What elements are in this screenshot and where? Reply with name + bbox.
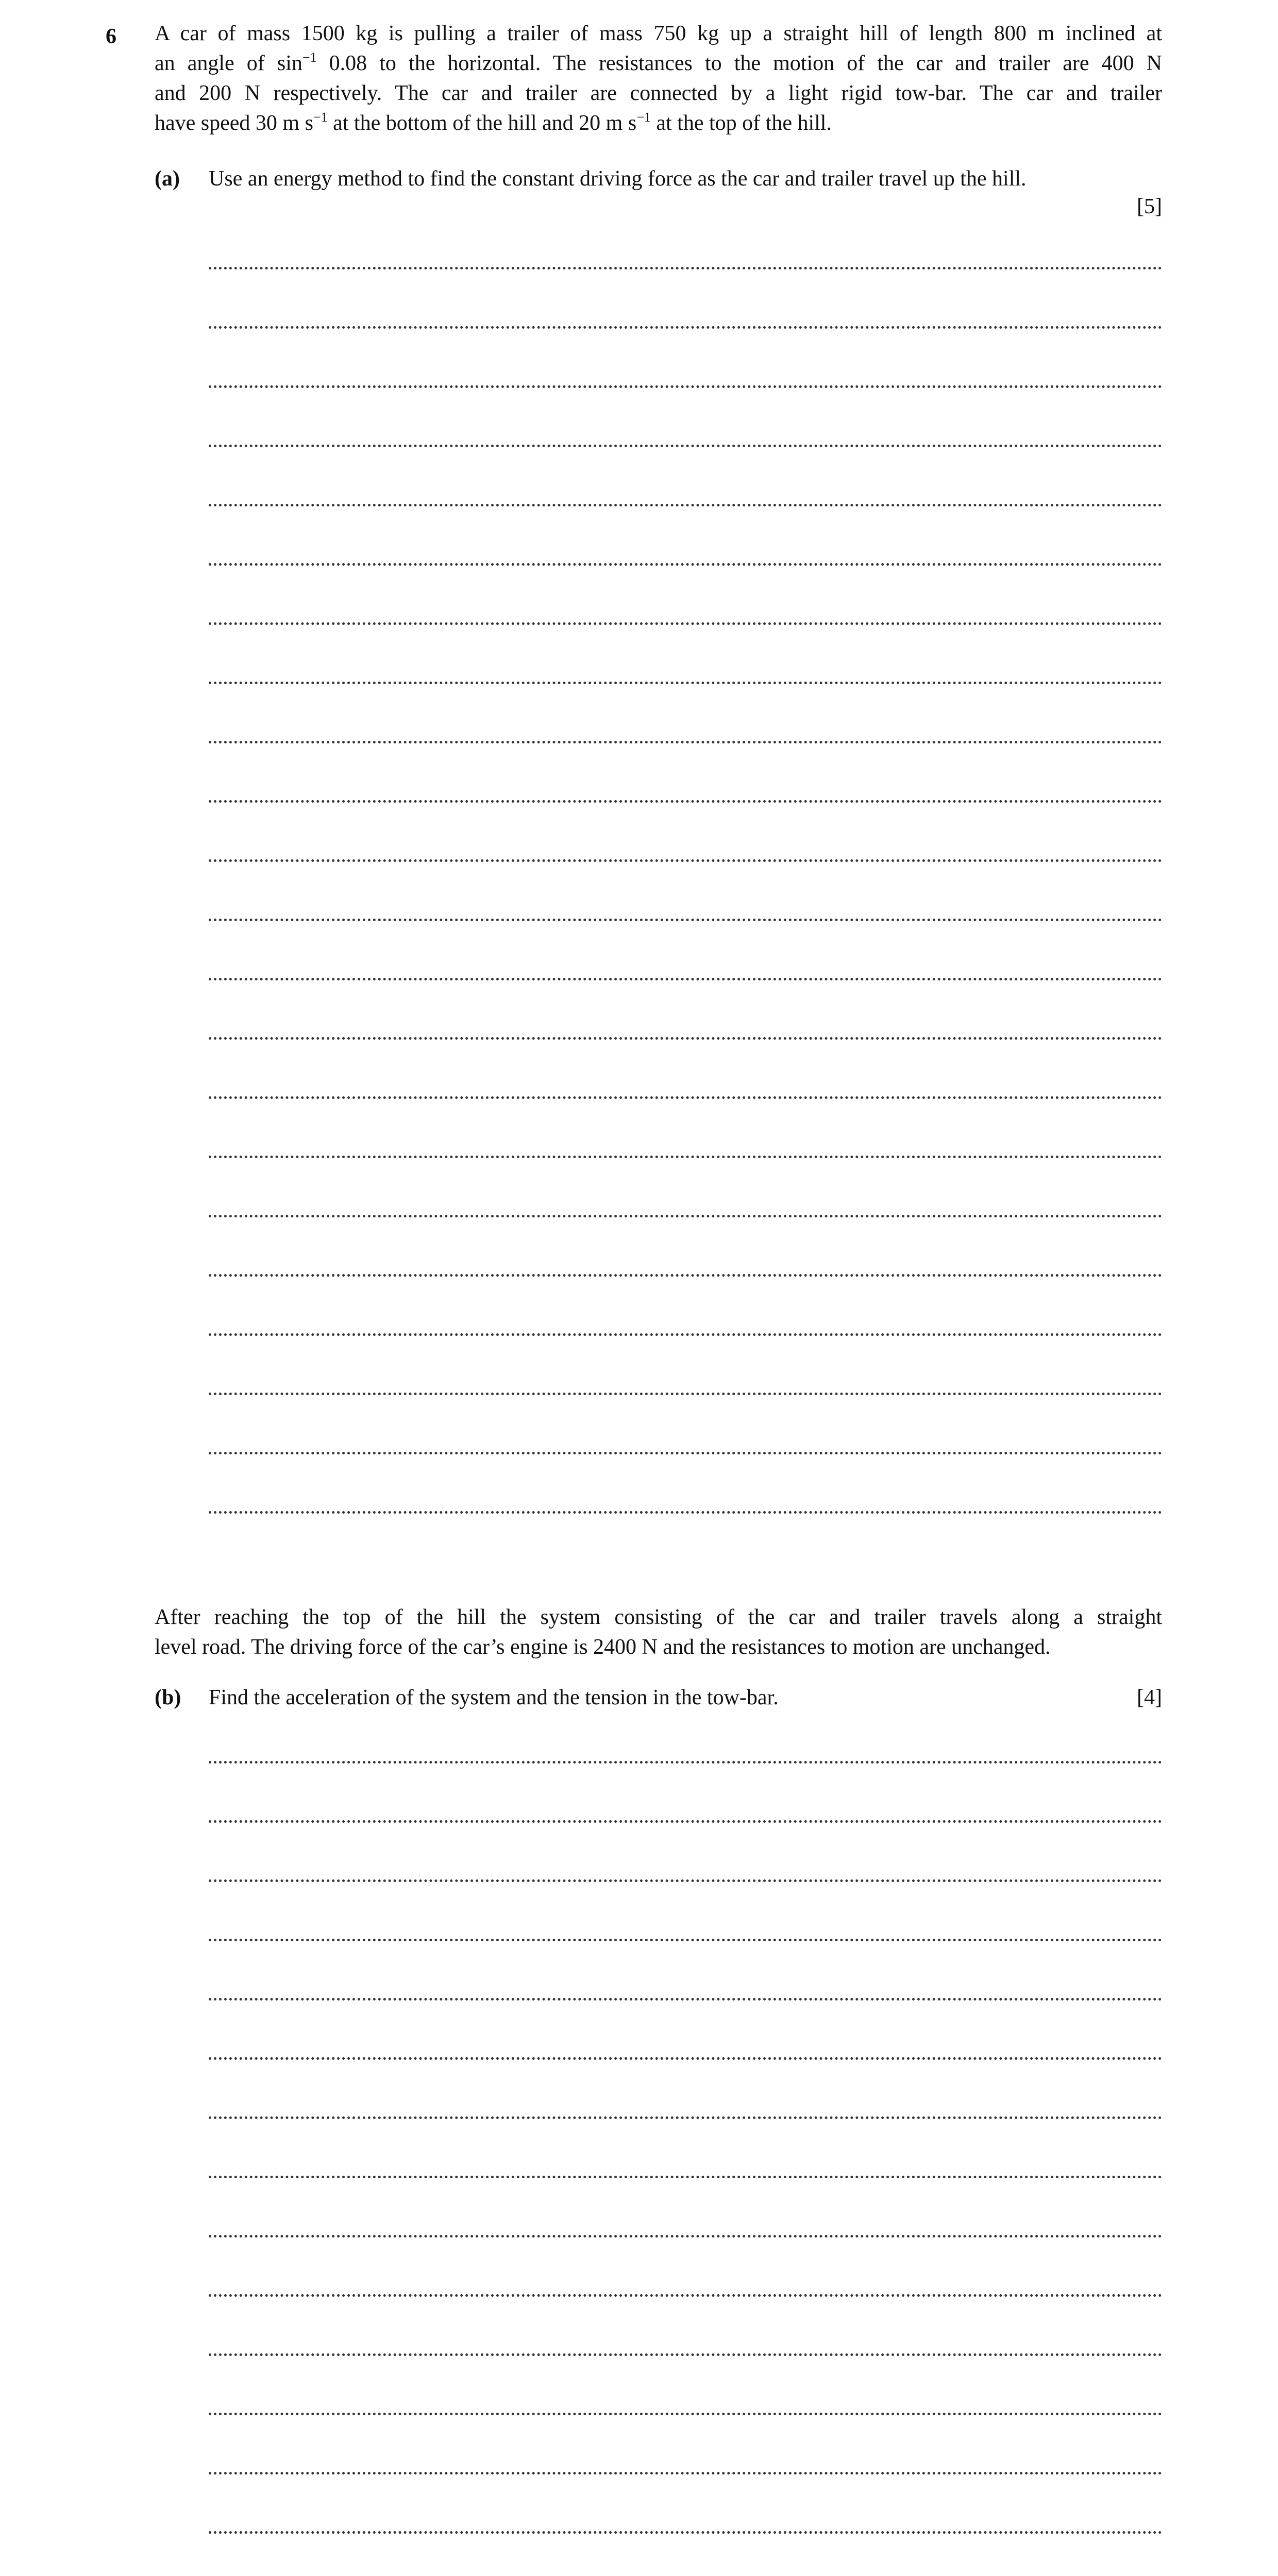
part-a-prompt — [155, 164, 1162, 218]
part-a-answer-line[interactable] — [209, 919, 1162, 921]
part-a-answer-line[interactable] — [209, 978, 1162, 980]
part-a-answer-line[interactable] — [209, 1156, 1162, 1158]
part-b-answer-line[interactable] — [209, 2116, 1162, 2119]
stem-line-1: A car of mass 1500 kg is pulling a trailer of mass 750 kg up a straight hill of length 800 m inclined at — [155, 22, 1162, 45]
part-a-answer-line[interactable] — [209, 1215, 1162, 1217]
part-a-answer-line[interactable] — [209, 326, 1162, 329]
part-a-answer-line[interactable] — [209, 385, 1162, 388]
part-a-answer-line[interactable] — [209, 859, 1162, 862]
part-a-answer-line[interactable] — [209, 563, 1162, 566]
part-b-answer-line[interactable] — [209, 2057, 1162, 2060]
part-b-answer-line[interactable] — [209, 2353, 1162, 2356]
part-a-text: Use an energy method to find the constant driving force as the car and trailer travel up the hill. — [209, 167, 1027, 191]
per-second-superscript: −1 — [636, 110, 651, 125]
interlude-text — [155, 1602, 1162, 1662]
part-a-answer-line[interactable] — [209, 1511, 1162, 1514]
stem-line-2: an angle of $\sin^{-1} 0.08$ to the horizontal. The resistances to the motion of the car and trailer are 400 N — [155, 50, 1162, 75]
part-b-text: Find the acceleration of the system and the tension in the tow-bar. — [209, 1686, 779, 1709]
part-b-answer-line[interactable] — [209, 1820, 1162, 1823]
part-a-answer-line[interactable] — [209, 445, 1162, 447]
part-b-answer-line[interactable] — [209, 2235, 1162, 2238]
stem-line-4: have speed 30 m $s^{-1}$ at the bottom of the hill and 20 m $s^{-1}$ at the top of the hill. — [155, 110, 832, 135]
question-number: 6 — [106, 25, 116, 48]
part-b-answer-line[interactable] — [209, 2531, 1162, 2534]
part-a-answer-line[interactable] — [209, 622, 1162, 625]
part-b-answer-line[interactable] — [209, 1939, 1162, 1941]
part-a-answer-line[interactable] — [209, 1096, 1162, 1099]
part-a-answer-line[interactable] — [209, 267, 1162, 269]
part-b-label: (b) — [155, 1686, 181, 1709]
part-b-answer-line[interactable] — [209, 1761, 1162, 1764]
part-a-answer-line[interactable] — [209, 1333, 1162, 1336]
part-a-marks: [5] — [1137, 195, 1162, 218]
part-a-answer-line[interactable] — [209, 1274, 1162, 1277]
inverse-superscript: −1 — [302, 50, 317, 65]
part-a-answer-line[interactable] — [209, 1452, 1162, 1454]
interlude-line-2: level road. The driving force of the car’s engine is 2400 N and the resistances to motion are unchanged. — [155, 1635, 1051, 1659]
part-a-answer-line[interactable] — [209, 1037, 1162, 1040]
part-a-answer-line[interactable] — [209, 504, 1162, 506]
part-b-answer-line[interactable] — [209, 2472, 1162, 2475]
part-a-answer-line[interactable] — [209, 741, 1162, 743]
part-b-marks: [4] — [1137, 1686, 1162, 1709]
part-a-answer-line[interactable] — [209, 1393, 1162, 1395]
part-a-answer-line[interactable] — [209, 682, 1162, 684]
part-b-answer-line[interactable] — [209, 2413, 1162, 2415]
interlude-line-1: After reaching the top of the hill the system consisting of the car and trailer travels along a straight — [155, 1605, 1162, 1629]
part-b-prompt — [155, 1683, 1162, 1713]
part-b-answer-line[interactable] — [209, 2176, 1162, 2178]
question-stem — [155, 19, 1162, 138]
part-b-answer-line[interactable] — [209, 1879, 1162, 1882]
part-b-answer-line[interactable] — [209, 2294, 1162, 2297]
part-a-label: (a) — [155, 167, 180, 191]
stem-line-3: and 200 N respectively. The car and trailer are connected by a light rigid tow-bar. The car and trailer — [155, 81, 1162, 105]
per-second-superscript: −1 — [313, 110, 328, 125]
part-a-answer-line[interactable] — [209, 800, 1162, 803]
part-b-answer-line[interactable] — [209, 1998, 1162, 2001]
